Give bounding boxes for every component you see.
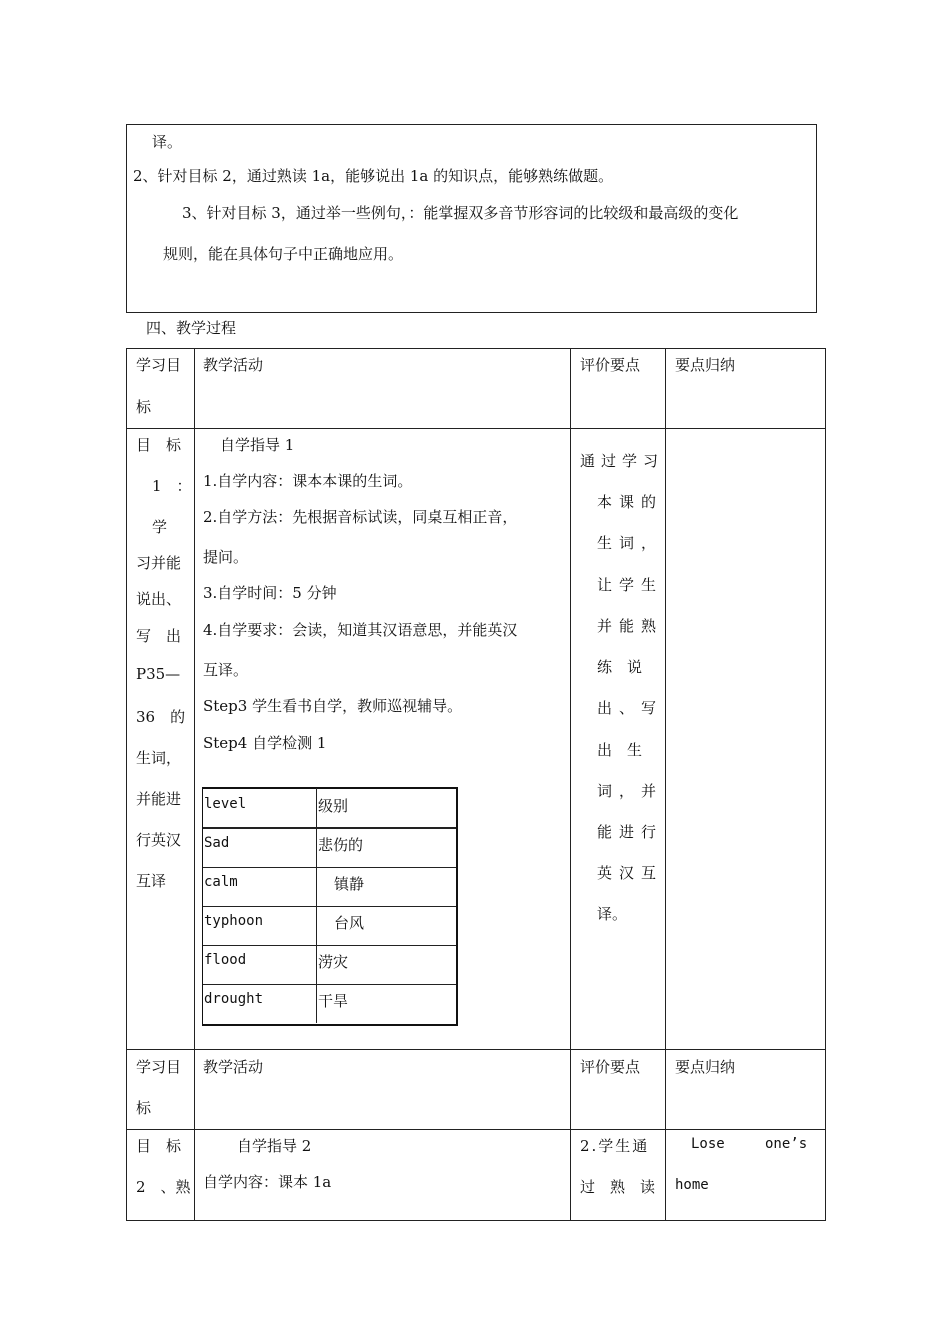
objectives-line-2: 2、针对目标 2，通过熟读 1a，能够说出 1a 的知识点，能够熟练做题。: [133, 167, 614, 185]
eval-line: 能进行: [597, 823, 664, 841]
header-summary: 要点归纳: [675, 1058, 736, 1076]
goal-line: 36 的: [136, 708, 186, 726]
goal-line: 行英汉: [136, 831, 182, 849]
goal-line: 2 、熟: [136, 1178, 191, 1196]
header-evaluation: 评价要点: [580, 1058, 641, 1076]
objectives-line-3b: 规则，能在具体句子中正确地应用。: [163, 245, 404, 263]
column-divider: [194, 348, 195, 1220]
goal-line: 目 标: [136, 1137, 182, 1155]
eval-line: 出、写: [597, 699, 664, 717]
vocab-row-divider: [203, 945, 456, 946]
vocab-english: level: [204, 796, 247, 812]
vocab-english: typhoon: [204, 913, 264, 929]
eval-text: 通过学习: [580, 452, 665, 470]
goal-line: 生词，: [136, 749, 182, 767]
header-goal-a: 学习目: [136, 1058, 182, 1076]
column-divider: [570, 348, 571, 1220]
vocab-chinese: 悲伤的: [318, 836, 364, 854]
header-activity: 教学活动: [203, 356, 264, 374]
eval-line: 出 生: [597, 741, 643, 759]
eval-line: 并能熟: [597, 617, 664, 635]
goal-line: P35—: [136, 665, 181, 683]
eval-line: 本课的: [597, 493, 664, 511]
vocab-chinese: 级别: [318, 797, 349, 815]
section-title: 四、教学过程: [146, 319, 237, 337]
activity-item-3: 3.自学时间：5 分钟: [203, 584, 337, 602]
activity-item-2-content: 自学内容：课本 1a: [203, 1173, 332, 1191]
activity-item-1: 1.自学内容：课本本课的生词。: [203, 472, 413, 490]
summary-word-ones: one’s: [765, 1136, 808, 1152]
eval-line: 2.学生通: [580, 1137, 650, 1155]
summary-word-home: home: [675, 1177, 709, 1193]
activity-item-2a: 2.自学方法：先根据音标试读，同桌互相正音，: [203, 508, 518, 526]
header-goal-b: 标: [136, 1099, 152, 1117]
header-evaluation: 评价要点: [580, 356, 641, 374]
objectives-line-3a: 3、针对目标 3，通过举一些例句，：能掌握双多音节形容词的比较级和最高级的变化: [182, 204, 739, 222]
goal-line: 互译: [136, 872, 167, 890]
vocab-row-divider: [203, 867, 456, 868]
eval-line: 英汉互: [597, 864, 664, 882]
header-goal-a: 学习目: [136, 356, 182, 374]
activity-item-4a: 4.自学要求：会读，知道其汉语意思，并能英汉: [203, 621, 518, 639]
row-divider: [126, 1049, 825, 1050]
vocab-row-divider: [203, 984, 456, 985]
header-summary: 要点归纳: [675, 356, 736, 374]
eval-line: 过 熟 读: [580, 1178, 656, 1196]
objectives-line-continuation: 译。: [152, 133, 183, 151]
vocab-english: flood: [204, 952, 247, 968]
eval-line: 译。: [597, 905, 628, 923]
vocab-row-divider: [203, 906, 456, 907]
activity-title: 自学指导 1: [220, 436, 295, 454]
goal-line: 目 标: [136, 436, 182, 454]
activity-item-2b: 提问。: [203, 548, 249, 566]
vocab-english: calm: [204, 874, 238, 890]
goal-line: 说出、: [136, 590, 182, 608]
vocab-chinese: 干旱: [318, 992, 349, 1010]
activity-item-4b: 互译。: [203, 661, 249, 679]
eval-line: [580, 450, 665, 471]
eval-line: 生词，: [597, 534, 664, 552]
header-activity: 教学活动: [203, 1058, 264, 1076]
goal-line: 写 出: [136, 627, 182, 645]
vocab-chinese: 涝灾: [318, 953, 349, 971]
goal-line: 学: [152, 518, 168, 536]
activity-title-2: 自学指导 2: [237, 1137, 312, 1155]
goal-line: 习并能: [136, 554, 182, 572]
goal-line: 1 ：: [152, 477, 192, 495]
eval-line: 让学生: [597, 576, 664, 594]
row-divider: [126, 428, 825, 429]
column-divider: [665, 348, 666, 1220]
vocab-chinese: 台风: [334, 914, 365, 932]
header-goal-b: 标: [136, 398, 152, 416]
eval-line: 练 说: [597, 658, 643, 676]
goal-line: 并能进: [136, 790, 182, 808]
vocab-english: Sad: [204, 835, 230, 851]
vocab-english: drought: [204, 991, 264, 1007]
vocab-chinese: 镇静: [334, 875, 365, 893]
eval-line: 词，并: [597, 782, 664, 800]
activity-step-4: Step4 自学检测 1: [203, 734, 327, 752]
summary-word-lose: Lose: [691, 1136, 725, 1152]
activity-step-3: Step3 学生看书自学，教师巡视辅导。: [203, 697, 463, 715]
row-divider: [126, 1129, 825, 1130]
vocab-row-divider: [203, 827, 456, 829]
